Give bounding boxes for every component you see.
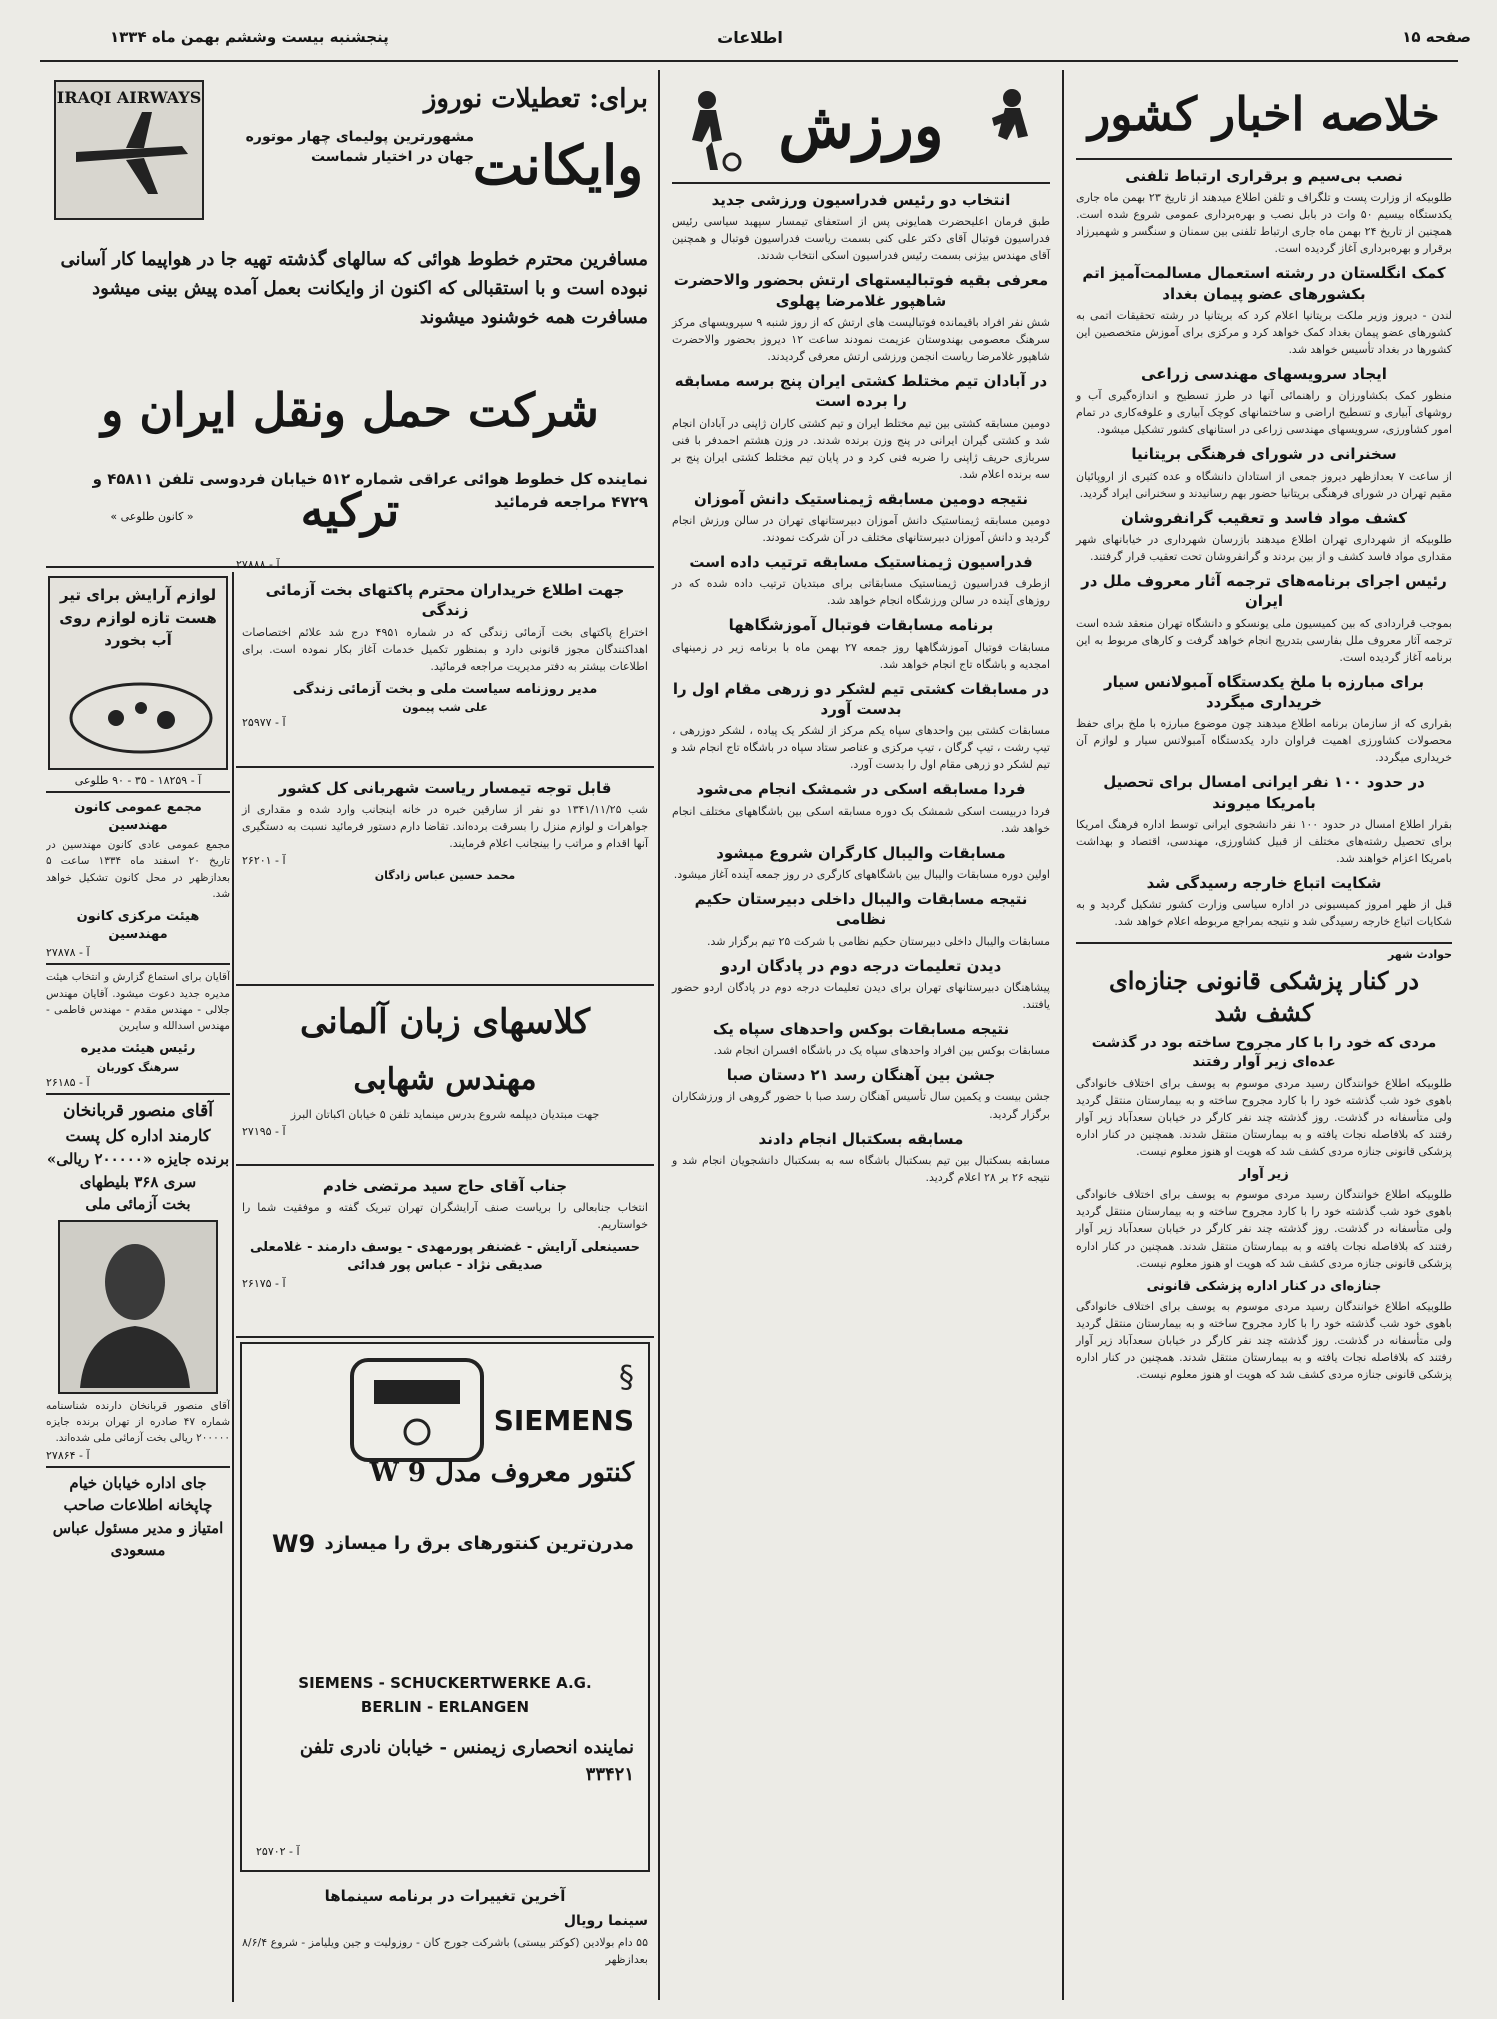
article-headline: مسابقات والیبال کارگران شروع میشود: [716, 843, 1006, 862]
publisher-imprint: جای اداره خیابان خیام چاپخانه اطلاعات صاحب امتیاز و مدیر مسئول عباس مسعودی: [52, 1473, 224, 1560]
iraqi-airways-text: IRAQI AIRWAYS: [56, 88, 202, 107]
siemens-w9: W9: [272, 1530, 316, 1558]
article-body: از ساعت ۷ بعدازظهر دیروز جمعی از استادان دانشگاه و عده کثیری از اروپائیان مقیم تهران در شورای فرهنگی بریتانیا حضور بهم رسانیدند و سخنرانی ایراد گردید.: [1076, 469, 1452, 500]
article-headline: فدراسیون ژیمناستیک مسابقه ترتیب داده است: [689, 553, 1033, 572]
german-class-title: کلاسهای زبان آلمانی: [299, 1002, 591, 1042]
article-headline: نتیجه مسابقات والیبال داخلی دبیرستان حکیم نظامی: [694, 890, 1028, 929]
ad-code: آ - ۲۷۸۶۴: [46, 1448, 90, 1462]
section-rule: [236, 766, 654, 768]
column-divider: [658, 70, 660, 2000]
section-rule: [236, 984, 654, 986]
page-number: صفحه ۱۵: [1402, 28, 1471, 46]
article-body: بقراری که از سازمان برنامه اطلاع میدهند چون موضوع مبارزه با ملخ برای حفظ محصولات کشاورزی اهمیت فراوان دارد یکدستگاه آمبولانس سیار و لوازم آن خریداری میگردد.: [1076, 717, 1452, 765]
article-headline: برنامه مسابقات فوتبال آموزشگاهها: [728, 616, 994, 635]
cinema-body: ۵۵ دام بولادین (کوکتر بیستی) باشرکت جورج کان - روزولیت و جین ویلیامز - شروع ۸/۶/۴ بعدازظهر: [242, 1936, 648, 1967]
siemens-company: SIEMENS - SCHUCKERTWERKE A.G.: [298, 1674, 592, 1692]
winner-job: کارمند اداره کل پست: [65, 1126, 211, 1146]
article-body: جشن بیست و یکمین سال تأسیس آهنگان رسد صبا با حضور گروهی از ورزشکاران برگزار گردید.: [672, 1090, 1050, 1121]
crime-body: طلوبیکه اطلاع خوانندگان رسید مردی موسوم به یوسف برای اختلاف خانوادگی باهوی خود شب گذشته خود را با کارد مجروح ساخته و به بیمارستان منتقل گردید ولی متأسفانه در گذشت. روز گذشته چند نفر کارگر در خیابان سعدآباد زیر آوار رفتند که بلافاصله نجات یافته و به بیمارستان منتقل شدند. همچنین در کنار اداره پزشکی قانونی جنازه مردی کشف شد که هویت او هنوز معلوم نیست.: [1076, 1300, 1452, 1382]
ad-code: آ - ۲۵۷۰۲: [256, 1845, 300, 1858]
german-class-ad: [236, 988, 654, 1164]
notice-headline: قابل توجه تیمسار ریاست شهربانی کل کشور: [278, 779, 612, 797]
siemens-city: BERLIN - ERLANGEN: [360, 1698, 530, 1716]
ad-code: آ - ۲۷۸۷۸: [46, 946, 90, 960]
notice-body: آقای منصور قربانخان دارنده شناسنامه شماره ۴۷ صادره از تهران برنده جایزه ۲۰۰۰۰۰ ریالی بخت آزمائی ملی شده‌اند.: [46, 1399, 230, 1445]
left-ads-column: [46, 572, 230, 2002]
crime-subhead: زیر آوار: [1239, 1166, 1289, 1182]
crime-body: طلوبیکه اطلاع خوانندگان رسید مردی موسوم به یوسف برای اختلاف خانوادگی باهوی خود شب گذشته خود را با کارد مجروح ساخته و به بیمارستان منتقل گردید ولی متأسفانه در گذشت. روز گذشته چند نفر کارگر در خیابان سعدآباد زیر آوار رفتند که بلافاصله نجات یافته و به بیمارستان منتقل شدند. همچنین در کنار اداره پزشکی قانونی جنازه مردی کشف شد که هویت او هنوز معلوم نیست.: [1076, 1076, 1452, 1158]
airline-intro: مسافرین محترم خطوط هوائی که سالهای گذشته تهیه جا در هواپیما کار آسانی نبوده است و با استقبالی که اکنون از وایکانت بعمل آمده پیش بینی میشود مسافرت همه خوشنود میشوند: [60, 249, 648, 328]
notice-body: انتخاب جنابعالی را بریاست صنف آرایشگران تهران تبریک گفته و موفقیت شما را خواستاریم.: [242, 1201, 648, 1232]
winner-series: سری ۳۶۸ بلیطهای: [79, 1172, 197, 1191]
cinema-notice: [236, 1878, 654, 1998]
notice-body: آقایان برای استماع گزارش و انتخاب هیئت مدیره جدید دعوت میشود. آقایان مهندس جلالی - مهندس مقدم - مهندس فاطمی - مهندس اسدالله و سایرین: [46, 971, 230, 1033]
article-headline: انتخاب دو رئیس فدراسیون ورزشی جدید: [711, 191, 1011, 209]
crime-headline: در کنار پزشکی قانونی جنازه‌ای کشف شد: [1108, 966, 1420, 1027]
notice-signer: سرهنگ کوربان: [96, 1060, 180, 1074]
article-body: بموجب قراردادی که بین کمیسیون ملی یونسکو و دانشگاه تهران منعقد شده است ترجمه آثار معروف ملل بفارسی بتدریج انجام خواهد گرفت و کارهای مربوط به این برنامه آغاز گردیده است.: [1076, 616, 1452, 664]
article-body: مسابقه بسکتبال بین تیم بسکتبال باشگاه سه به بسکتبال دانشجویان انجام شد و نتیجه ۲۶ بر ۲۸ اعلام گردید.: [672, 1153, 1050, 1184]
section-rule: [46, 1466, 230, 1468]
header-rule: [40, 60, 1458, 62]
article-headline: نصب بی‌سیم و برقراری ارتباط تلفنی: [1125, 167, 1403, 185]
company-name: شرکت حمل ونقل ایران و ترکیه: [101, 383, 599, 537]
article-headline: معرفی بقیه فوتبالیستهای ارتش بحضور والاحضرت شاهپور غلامرضا پهلوی: [673, 271, 1049, 310]
article-headline: برای مبارزه با ملخ یکدستگاه آمبولانس سیار خریداری میگردد: [1103, 672, 1425, 712]
notice-body: مجمع عمومی عادی کانون مهندسین در تاریخ ۲۰ اسفند ماه ۱۳۳۴ ساعت ۵ بعدازظهر در محل کانون تشکیل خواهد شد.: [46, 839, 230, 900]
article-headline: مسابقه بسکتبال انجام دادند: [758, 1129, 964, 1148]
section-rule: [46, 791, 230, 793]
notice-signers: حسینعلی آرایش - غضنفر پورمهدی - یوسف دارمند - غلامعلی صدیقی نژاد - عباس پور فدائی: [250, 1240, 640, 1273]
article-body: طبق فرمان اعلیحضرت همایونی پس از استعفای تیمسار سپهبد سیاسی رئیس فدراسیون فوتبال آقای دکتر علی کنی بسمت ریاست فدراسیون فوتبال و همچنین آقای مهندس بیژنی بسمت رئیس فدراسیون اسکی انتخاب شدند.: [672, 215, 1050, 263]
article-body: مسابقات بوکس بین افراد واحدهای سپاه یک در باشگاه افسران انجام شد.: [713, 1044, 1050, 1058]
police-notice: [236, 770, 654, 980]
winner-name: آقای منصور قربانخان: [63, 1100, 213, 1121]
company-address: نماینده کل خطوط هوائی عراقی شماره ۵۱۲ خیابان فردوسی تلفن ۴۵۸۱۱ و ۴۷۲۹ مراجعه فرمائید: [92, 470, 648, 511]
article-headline: رئیس اجرای برنامه‌های ترجمه آثار معروف ملل در ایران: [1081, 572, 1447, 611]
article-headline: سخنرانی در شورای فرهنگی بریتانیا: [1131, 445, 1397, 464]
sports-column: [664, 70, 1058, 2000]
article-body: طلوبیکه از شهرداری تهران اطلاع میدهند بازرسان شهرداری در خیابانهای شهر مقداری مواد فاسد کشف و از بین بردند و گرانفروشان تحت تعقیب قرار گرفتند.: [1076, 533, 1452, 564]
column-divider: [232, 572, 234, 2002]
german-teacher: مهندس شهابی: [353, 1062, 537, 1097]
cosmetics-ad: [48, 576, 228, 770]
siemens-ad: [240, 1342, 650, 1872]
ad-code: آ - ۱۸۲۵۹ - ۳۵ - ۹۰ طلوعی: [74, 774, 202, 787]
article-body: اولین دوره مسابقات والیبال بین باشگاههای کارگری در روز جمعه آینده آغاز میشود.: [673, 867, 1050, 881]
article-body: دومین مسابقه کشتی بین تیم مختلط ایران و تیم کشتی کاران ژاپنی در آبادان انجام شد و کشتی گیران ایرانی در پنج وزن برنده شدند. در وزن هشتم احمدفر با فنی سربازی حریف ژاپنی را ضربه فنی کرد و در پایان تیم مختلط کشتی ایران پنج بر سه برنده اعلام شد.: [672, 416, 1050, 481]
news-column-title: خلاصه اخبار کشور: [1076, 70, 1452, 160]
article-headline: جشن بین آهنگان رسد ۲۱ دستان صبا: [726, 1066, 996, 1085]
notice-body: اختراع پاکتهای بخت آزمائی زندگی که در شماره ۴۹۵۱ درج شد علائم اختصاصات اهداکنندگان مجوز قانونی دارد و بمنظور تکمیل خدمات آغاز بکار نموده است. برای اطلاعات بیشتر به دفتر مدیریت مراجعه فرمائید.: [242, 625, 648, 673]
electric-meter-icon: [332, 1350, 502, 1470]
article-body: بقرار اطلاع امسال در حدود ۱۰۰ نفر دانشجوی ایرانی توسط اداره فرهنگ امریکا برای تحصیل رشته‌های مختلف از قبیل کشاورزی، مهندسی، اقتصاد و بهداشت بامریکا اعزام خواهند شد.: [1076, 817, 1453, 866]
bottle-icon: [56, 668, 226, 758]
winner-photo: [58, 1220, 218, 1394]
siemens-slogan: مدرن‌ترین کنتورهای برق را میسازد: [324, 1533, 634, 1554]
iraqi-airways-logo: [54, 80, 204, 220]
article-body: پیشاهنگان دبیرستانهای تهران برای دیدن تعلیمات درجه دوم در پادگان اردو حضور یافتند.: [672, 980, 1050, 1011]
section-label: حوادث شهر: [1387, 948, 1452, 962]
crime-subhead: جنازه‌ای در کنار اداره پزشکی قانونی: [1146, 1278, 1382, 1294]
article-headline: کشف مواد فاسد و تعقیب گرانفروشان: [1120, 508, 1408, 527]
ad-code: آ - ۲۷۱۹۵: [242, 1125, 286, 1139]
siemens-mark-icon: §: [619, 1360, 634, 1395]
article-headline: فردا مسابقه اسکی در شمشک انجام می‌شود: [696, 780, 1026, 799]
notice-headline: مجمع عمومی کانون مهندسین: [74, 800, 202, 833]
notice-signature: رئیس هیئت مدیره: [80, 1041, 196, 1057]
ad-code: آ - ۲۶۲۰۱: [242, 854, 286, 868]
crime-subheadline: مردی که خود را با کار مجروح ساخته بود در گذشت عده‌ای زیر آوار رفتند: [1091, 1034, 1437, 1070]
article-body: لندن - دیروز وزیر ملکت بریتانیا اعلام کرد که بریتانیا در رشته تحقیقات اتمی به کشورهای عضو پیمان بغداد کمک خواهد کرد و مرکزی برای آموزش متخصصین این کشورها در بغداد تأسیس خواهد شد.: [1076, 308, 1452, 357]
viscount-name: وایکانت: [472, 133, 644, 197]
lottery-notice: [236, 572, 654, 770]
sports-column-title: ورزش: [778, 89, 944, 162]
article-headline: در مسابقات کشتی تیم لشکر دو زرهی مقام اول را بدست آورد: [672, 679, 1050, 718]
article-headline: دیدن تعلیمات درجه دوم در پادگان اردو: [720, 956, 1002, 975]
winner-prize: برنده جایزه «۲۰۰۰۰۰ ریالی»: [46, 1150, 230, 1169]
article-body: مسابقات والیبال داخلی دبیرستان حکیم نظامی با شرکت ۲۵ تیم برگزار شد.: [706, 934, 1050, 948]
ad-code: آ - ۲۶۱۸۵: [46, 1075, 90, 1089]
viscount-line: مشهورترین پولیمای چهار موتوره جهان در اختیار شماست: [245, 129, 474, 165]
cosmetics-text: لوازم آرایش برای تیر هست تازه لوازم روی آب بخورد: [59, 586, 217, 649]
article-body: قبل از ظهر امروز کمیسیونی در اداره سیاسی وزارت کشور تشکیل گردید و به شکایات اتباع خارجه رسیدگی شد و نتیجه بمراجع مربوطه اعلام خواهد شد.: [1076, 898, 1452, 929]
article-headline: شکایت اتباع خارجه رسیدگی شد: [1146, 874, 1382, 893]
notice-signer: محمد حسین عباس زادگان: [374, 869, 516, 883]
article-body: مسابقات کشتی بین واحدهای سپاه یکم مرکز از لشکر یک پیاده ، لشکر دوزرهی ، تیپ رشت ، تیپ گرگان ، تیپ مرکزی و عناصر ستاد سپاه در باشگاه تاج انجام شد و تیم لشکر دو زرهی مقام اول را بدست آورد.: [672, 724, 1050, 772]
crime-body: طلوبیکه اطلاع خوانندگان رسید مردی موسوم به یوسف برای اختلاف خانوادگی باهوی خود شب گذشته خود را با کارد مجروح ساخته و به بیمارستان منتقل گردید ولی متأسفانه در گذشت. روز گذشته چند نفر کارگر در خیابان سعدآباد زیر آوار رفتند که بلافاصله نجات یافته و به بیمارستان منتقل شدند. همچنین در کنار اداره پزشکی قانونی جنازه مردی کشف شد که هویت او هنوز معلوم نیست.: [1076, 1188, 1452, 1270]
cinema-name: سینما رویال: [563, 1913, 648, 1930]
german-class-body: جهت مبتدیان دیپلمه شروع بدرس مینماید تلفن ۵ خیابان اکباتان البرز: [290, 1108, 600, 1121]
siemens-brand: SIEMENS: [493, 1404, 634, 1437]
notice-headline: جهت اطلاع خریداران محترم پاکتهای بخت آزمائی زندگی: [265, 581, 625, 620]
article-body: طلوبیکه از وزارت پست و تلگراف و تلفن اطلاع میدهند از تاریخ ۲۳ بهمن ماه جاری یکدستگاه بیسیم ۵۰ وات در بابل نصب و بهره‌برداری عمومی شروع شده است. همچنین از تاریخ ۲۴ بهمن ماه جاری ارتباط تلفنی بین سمنان و سنگسر و شهمیرزاد برقرار و بهره‌برداری آغاز گردیده است.: [1076, 191, 1453, 256]
section-rule: [236, 1164, 654, 1166]
siemens-model: کنتور معروف مدل W 9: [369, 1458, 634, 1488]
notice-signer: علی شب پیمون: [402, 701, 488, 715]
notice-signature: هیئت مرکزی کانون مهندسین: [76, 909, 200, 942]
article-headline: در حدود ۱۰۰ نفر ایرانی امسال برای تحصیل بامریکا میروند: [1103, 773, 1425, 812]
article-body: منظور کمک بکشاورزان و راهنمائی آنها در طرز تسطیح و اندازه‌گیری آب و روشهای آبیاری و تسطیح اراضی و ساختمانهای کوچک آبیاری و علوفه‌کاری در تمام امور کشاورزی، سرویسهای مهندسی زراعی در استانهای کشور تشکیل میشود.: [1076, 389, 1452, 437]
ad-code: آ - ۲۶۱۷۵: [242, 1277, 286, 1291]
ad-code: آ - ۲۵۹۷۷: [242, 716, 286, 730]
article-body: ازطرف فدراسیون ژیمناستیک مسابقاتی برای مبتدیان ترتیب داده شده که در روزهای آینده در سالن ورزشگاه انجام خواهد شد.: [672, 577, 1050, 608]
viscount-for-label: برای: تعطیلات نوروز: [423, 84, 648, 114]
article-headline: ایجاد سرویسهای مهندسی زراعی: [1141, 365, 1387, 384]
news-column: [1068, 70, 1460, 2000]
siemens-representative: نماینده انحصاری زیمنس - خیابان نادری تلفن ۳۳۴۲۱: [299, 1737, 634, 1785]
notice-headline: جناب آقای حاج سید مرتضی خادم: [322, 1177, 568, 1195]
notice-signature: مدیر روزنامه سیاست ملی و بخت آزمائی زندگی: [292, 681, 598, 697]
article-headline: نتیجه مسابقات بوکس واحدهای سپاه یک: [712, 1019, 1010, 1038]
airline-ad: [46, 70, 654, 590]
agency-label: « کانون طلوعی »: [110, 510, 194, 523]
ad-code: آ - ۲۷۸۸۸: [236, 558, 280, 571]
notice-body: شب ۱۳۴۱/۱۱/۲۵ دو نفر از سارقین خبره در خانه اینجانب وارد شده و مقداری از جواهرات و لوازم منزل را بسرقت برده‌اند. تقاضا دارم دستور فرمائید نسبت به دستگیری آنها اقدام و مراتب را بینجانب اعلام فرمایند.: [242, 803, 648, 851]
section-rule: [46, 1093, 230, 1095]
article-body: شش نفر افراد باقیمانده فوتبالیست های ارتش که از روز شنبه ۹ سپرویسهای مرکز سرهنگ معصومی بهندوستان عزیمت نمودند ساعت ۱۲ دیروز بحضور والاحضرت شاهپور غلامرضا ریاست انجمن ورزشی ارتش معرفی گردیدند.: [672, 315, 1051, 363]
article-body: مسابقات فوتبال آموزشگاهها روز جمعه ۲۷ بهمن ماه با برنامه زیر در زمینهای امجدیه و باشگاه تاج انجام خواهد شد.: [672, 640, 1050, 671]
congrats-notice: [236, 1168, 654, 1336]
article-headline: کمک انگلستان در رشته استعمال مسالمت‌آمیز اتم بکشورهای عضو پیمان بغداد: [1082, 264, 1446, 303]
section-rule: [236, 1336, 654, 1338]
article-headline: در آبادان تیم مختلط کشتی ایران پنج برسه مسابقه را برده است: [674, 372, 1048, 411]
column-divider: [1062, 70, 1064, 2000]
paper-name: اطلاعات: [717, 28, 783, 47]
article-body: دومین مسابقه ژیمناستیک دانش آموزان دبیرستانهای تهران در سالن ورزش انجام گردید و دانش آموزان دبیرستانهای مختلف در آن شرکت نمودند.: [672, 513, 1050, 545]
cinema-headline: آخرین تغییرات در برنامه سینماها: [324, 1887, 566, 1905]
winner-lottery: بخت آزمائی ملی: [85, 1195, 191, 1214]
article-body: فردا دربیست اسکی شمشک بک دوره مسابقه اسکی بین باشگاههای مختلف انجام خواهد شد.: [672, 804, 1050, 835]
article-headline: نتیجه دومین مسابقه ژیمناستیک دانش آموزان: [693, 489, 1029, 508]
section-rule: [46, 963, 230, 965]
portrait-icon: [60, 1222, 210, 1388]
issue-date: پنجشنبه بیست وششم بهمن ماه ۱۳۳۴: [110, 28, 389, 46]
